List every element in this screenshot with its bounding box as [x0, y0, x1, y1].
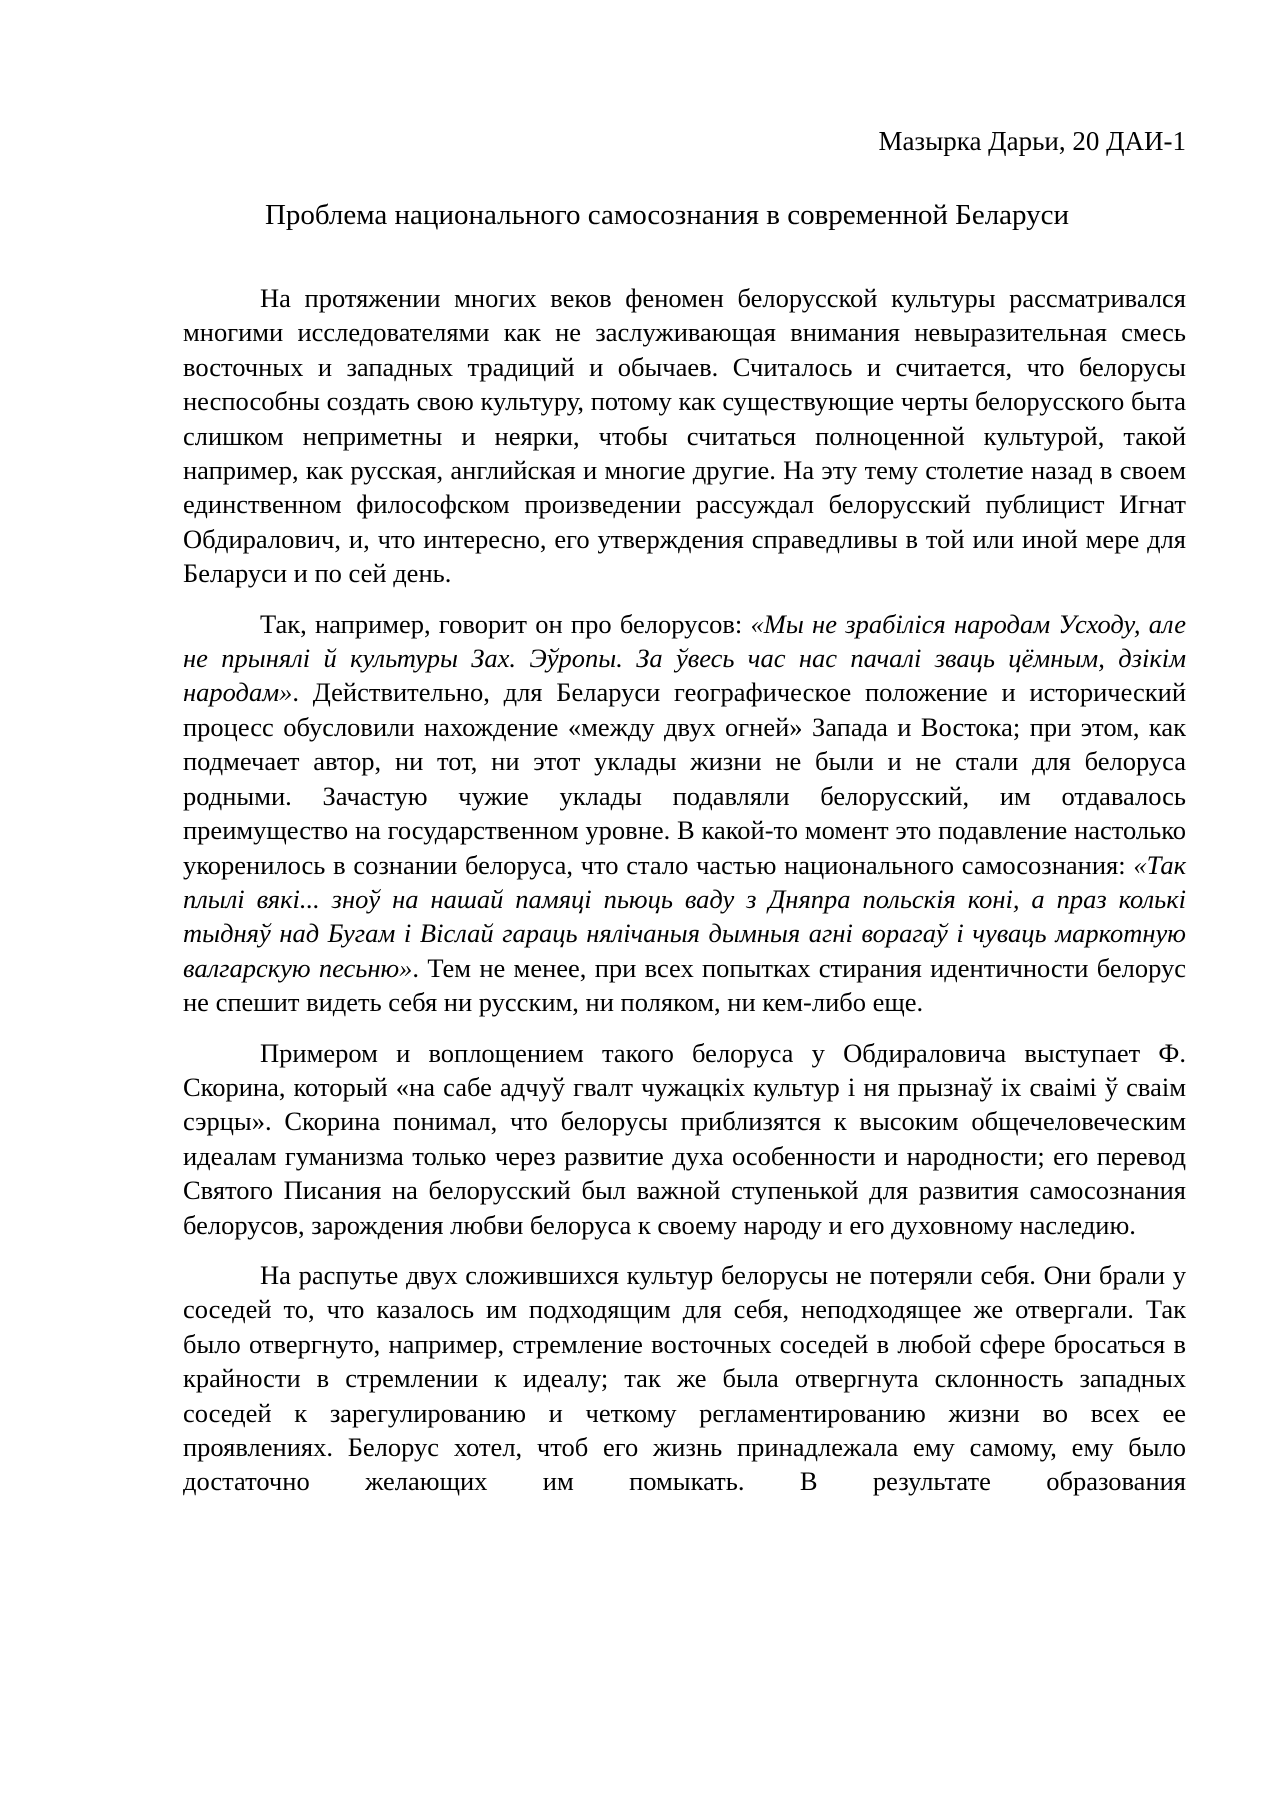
- paragraph-4: [183, 1258, 1186, 1499]
- paragraph-text: На распутье двух сложившихся культур белорусы не потеряли себя. Они брали у соседей то, что казалось им подходящим для себя, неподходящее же отвергали. Так было отвергнуто, например, стремление восточных соседей в любой сфере бросаться в крайности в стремлении к идеалу; так же была отвергнута склонность западных соседей к зарегулированию и четкому регламентированию жизни во всех ее проявлениях. Белорус хотел, чтоб его жизнь принадлежала ему самому, ему было достаточно желающих им помыкать. В результате образования: [183, 1259, 1186, 1497]
- paragraph-3: [183, 1036, 1186, 1242]
- page-title: Проблема национального самосознания в современной Беларуси: [264, 199, 1070, 231]
- paragraph-text: Так, например, говорит он про белорусов:: [260, 608, 751, 639]
- body-text: [183, 281, 1186, 1515]
- paragraph-1: [183, 281, 1186, 591]
- paragraph-text: . Тем не менее, при всех попытках стирания идентичности белорус не спешит видеть себя ни русским, ни поляком, ни кем-либо еще.: [183, 952, 1186, 1018]
- paragraph-text: На протяжении многих веков феномен белорусской культуры рассматривался многими исследователями как не заслуживающая внимания невыразительная смесь восточных и западных традиций и обычаев. Считалось и считается, что белорусы неспособны создать свою культуру, потому как существующие черты белорусского быта слишком неприметны и неярки, чтобы считаться полноценной культурой, такой например, как русская, английская и многие другие. На эту тему столетие назад в своем единственном философском произведении рассуждал белорусский публицист Игнат Обдиралович, и, что интересно, его утверждения справедливы в той или иной мере для Беларуси и по сей день.: [183, 283, 1186, 589]
- quote-text: «Мы не зрабіліся народам Усходу, але не прынялі й культуры Зах. Эўропы. За ўвесь час нас пачалі зваць цёмным, дзікім народам»: [183, 608, 1186, 708]
- author-line: Мазырка Дарьи, 20 ДАИ-1: [878, 126, 1186, 156]
- paragraph-text: Примером и воплощением такого белоруса у Обдираловича выступает Ф. Скорина, который «на сабе адчуў гвалт чужацкіх культур і ня прызнаў іх сваімі ў сваім сэрцы». Скорина понимал, что белорусы приблизятся к высоким общечеловеческим идеалам гуманизма только через развитие духа особенности и народности; его перевод Святого Писания на белорусский был важной ступенькой для развития самосознания белорусов, зарождения любви белоруса к своему народу и его духовному наследию.: [183, 1037, 1186, 1240]
- paragraph-2: [183, 607, 1186, 1020]
- paragraph-text: . Действительно, для Беларуси географическое положение и исторический процесс обусловили нахождение «между двух огней» Запада и Востока; при этом, как подмечает автор, ни тот, ни этот уклады жизни не были и не стали для белоруса родными. Зачастую чужие уклады подавляли белорусский, им отдавалось преимущество на государственном уровне. В какой-то момент это подавление настолько укоренилось в сознании белоруса, что стало частью национального самосознания:: [183, 677, 1186, 880]
- quote-text: «Так плылі вякі... зноў на нашай памяці пьюць ваду з Дняпра польскія коні, а праз колькі тыдняў над Бугам і Віслай гарaць нялічаныя дымныя агні ворагаў і чуваць маркотную валгарскую песьню»: [183, 849, 1186, 983]
